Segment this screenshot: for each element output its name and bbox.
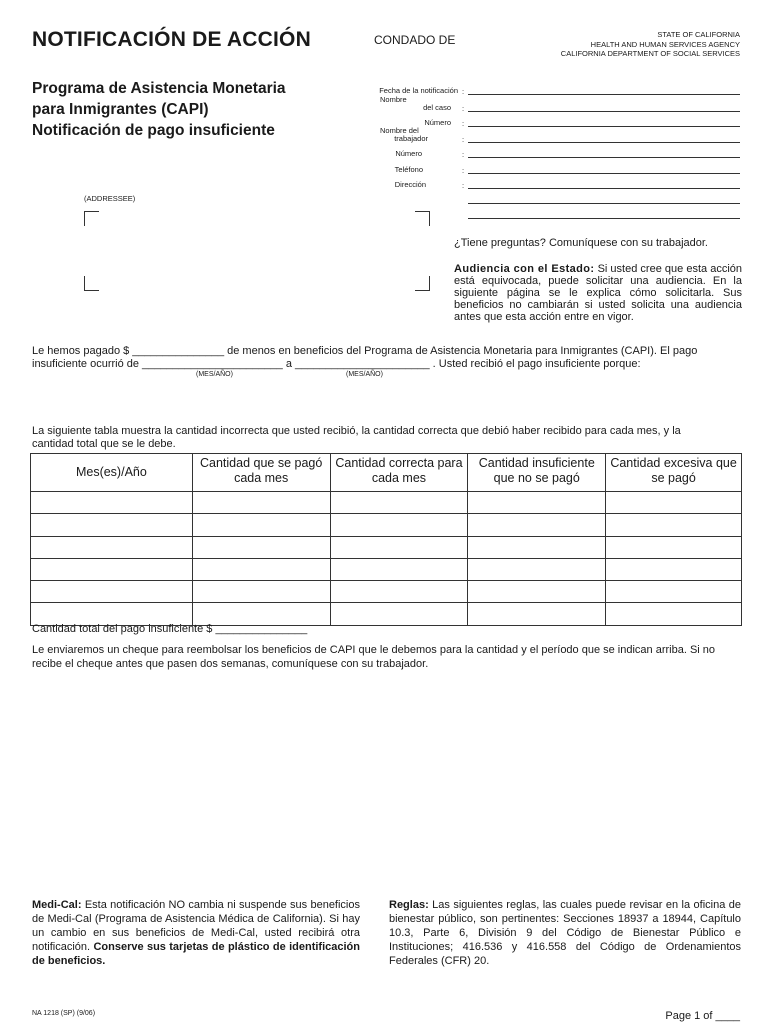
table-cell[interactable] xyxy=(31,558,193,580)
table-cell[interactable] xyxy=(468,492,606,514)
table-cell[interactable] xyxy=(192,536,330,558)
col-header-excess: Cantidad excesiva que se pagó xyxy=(606,454,742,492)
questions-text: ¿Tiene preguntas? Comuníquese con su trabajador. xyxy=(454,237,708,249)
table-cell[interactable] xyxy=(31,492,193,514)
medi-cal-label: Medi-Cal: xyxy=(32,899,82,911)
table-cell[interactable] xyxy=(468,581,606,603)
table-cell[interactable] xyxy=(606,514,742,536)
hearing-text: Si usted cree que esta acción está equivocada, puede solicitar una audiencia. En la siguiente página se le explica cómo solicitarla. Sus beneficios no cambiarán si usted solicita una audiencia antes que esta acción entre en vigor. xyxy=(454,263,742,323)
nombre-caso-label-2: del caso xyxy=(423,103,451,112)
colon: : xyxy=(462,119,465,128)
agency-line: CALIFORNIA DEPARTMENT OF SOCIAL SERVICES xyxy=(560,49,740,58)
colon: : xyxy=(462,150,465,159)
direccion-field-line-2[interactable] xyxy=(468,203,740,204)
county-label: CONDADO DE xyxy=(374,33,456,47)
agency-line: HEALTH AND HUMAN SERVICES AGENCY xyxy=(590,39,740,49)
program-line: para Inmigrantes (CAPI) xyxy=(32,101,209,118)
telefono-field[interactable] xyxy=(468,173,740,174)
table-row xyxy=(31,581,742,603)
table-cell[interactable] xyxy=(31,603,193,625)
table-cell[interactable] xyxy=(330,558,468,580)
table-cell[interactable] xyxy=(330,492,468,514)
numero-caso-field[interactable] xyxy=(468,126,740,127)
table-cell[interactable] xyxy=(192,558,330,580)
colon: : xyxy=(462,135,465,144)
table-cell[interactable] xyxy=(330,536,468,558)
paid-line-2: insuficiente ocurrió de _______________________ a ______________________ . Usted recibió el pago insuficiente porque: xyxy=(32,358,641,370)
medi-cal-bold-text: Conserve sus tarjetas de plástico de identificación de beneficios. xyxy=(32,941,360,967)
direccion-field-line-3[interactable] xyxy=(468,218,740,219)
table-cell[interactable] xyxy=(31,581,193,603)
table-cell[interactable] xyxy=(606,492,742,514)
table-row xyxy=(31,536,742,558)
agency-line: STATE OF CALIFORNIA xyxy=(657,30,740,39)
direccion-field[interactable] xyxy=(468,188,740,189)
nombre-caso-field[interactable] xyxy=(468,111,740,112)
table-cell[interactable] xyxy=(330,514,468,536)
table-cell[interactable] xyxy=(192,492,330,514)
medi-cal-notice xyxy=(32,898,360,968)
hearing-label: Audiencia con el Estado: xyxy=(454,263,595,275)
nombre-trabajador-label-1: Nombre del xyxy=(380,126,419,135)
fecha-field[interactable] xyxy=(468,94,740,95)
table-row xyxy=(31,492,742,514)
table-cell[interactable] xyxy=(468,558,606,580)
colon: : xyxy=(462,104,465,113)
direccion-label: Dirección xyxy=(394,180,426,189)
program-line: Programa de Asistencia Monetaria xyxy=(32,80,286,97)
nombre-caso-label-1: Nombre xyxy=(380,95,407,104)
fecha-label: Fecha de la notificación xyxy=(379,86,458,95)
table-cell[interactable] xyxy=(606,603,742,625)
form-title: NOTIFICACIÓN DE ACCIÓN xyxy=(32,28,311,51)
table-row xyxy=(31,558,742,580)
total-underpayment: Cantidad total del pago insuficiente $ _______________ xyxy=(32,623,308,635)
colon: : xyxy=(462,87,465,96)
address-corner-bottom-left xyxy=(84,276,99,291)
address-corner-bottom-right xyxy=(415,276,430,291)
paid-line-1: Le hemos pagado $ _______________ de menos en beneficios del Programa de Asistencia Monetaria para Inmigrantes (CAPI). El pago xyxy=(32,345,698,357)
table-cell[interactable] xyxy=(468,536,606,558)
telefono-label: Teléfono xyxy=(394,165,423,174)
table-cell[interactable] xyxy=(330,603,468,625)
program-line: Notificación de pago insuficiente xyxy=(32,122,275,139)
numero-trabajador-label: Número xyxy=(395,149,422,158)
month-year-from-label: (MES/AÑO) xyxy=(196,371,233,378)
table-cell[interactable] xyxy=(468,514,606,536)
col-header-insufficient: Cantidad insuficiente que no se pagó xyxy=(468,454,606,492)
hearing-notice xyxy=(454,263,742,323)
nombre-trabajador-label-2: trabajador xyxy=(394,134,428,143)
table-cell[interactable] xyxy=(330,581,468,603)
form-number: NA 1218 (SP) (9/06) xyxy=(32,1010,96,1017)
numero-caso-label: Número xyxy=(424,118,451,127)
addressee-label: (ADDRESSEE) xyxy=(84,194,136,203)
table-cell[interactable] xyxy=(31,514,193,536)
medi-cal-text: Esta notificación NO cambia ni suspende sus beneficios de Medi-Cal (Programa de Asistencia Médica de California). Si hay un cambio en sus beneficios de Medi-Cal, usted recibirá otra notificación. xyxy=(32,899,360,953)
numero-trabajador-field[interactable] xyxy=(468,157,740,158)
col-header-paid: Cantidad que se pagó cada mes xyxy=(192,454,330,492)
program-title xyxy=(32,78,286,141)
table-cell[interactable] xyxy=(192,514,330,536)
col-header-month: Mes(es)/Año xyxy=(31,454,193,492)
table-cell[interactable] xyxy=(606,581,742,603)
rules-text: Las siguientes reglas, las cuales puede revisar en la oficina de bienestar público, son pertinentes: Secciones 18937 a 18944, Capítulo 10.3, Parte 6, División 9 del Código de Bienestar Público e Instituciones; 416.536 y 416.558 del Código de Ordenamientos Federales (CFR) 20. xyxy=(389,899,741,967)
col-header-correct: Cantidad correcta para cada mes xyxy=(330,454,468,492)
month-year-to-label: (MES/AÑO) xyxy=(346,371,383,378)
table-row xyxy=(31,514,742,536)
table-cell[interactable] xyxy=(468,603,606,625)
table-cell[interactable] xyxy=(606,558,742,580)
table-cell[interactable] xyxy=(192,581,330,603)
rules-notice xyxy=(389,898,741,968)
table-intro: La siguiente tabla muestra la cantidad incorrecta que usted recibió, la cantidad correcta que debió haber recibido para cada mes, y la cantidad total que se le debe. xyxy=(32,425,681,450)
underpayment-table xyxy=(30,453,742,626)
page-number: Page 1 of ____ xyxy=(665,1010,740,1022)
address-corner-top-right xyxy=(415,211,430,226)
check-notice: Le enviaremos un cheque para reembolsar los beneficios de CAPI que le debemos para la cantidad y el período que se indican arriba. Si no recibe el cheque antes que pasen dos semanas, comuníquese con su trabajador. xyxy=(32,644,716,670)
colon: : xyxy=(462,166,465,175)
table-cell[interactable] xyxy=(606,536,742,558)
address-corner-top-left xyxy=(84,211,99,226)
table-header-row xyxy=(31,454,742,492)
table-row xyxy=(31,603,742,625)
agency-block xyxy=(561,30,740,59)
table-cell[interactable] xyxy=(192,603,330,625)
rules-label: Reglas: xyxy=(389,899,429,911)
colon: : xyxy=(462,181,465,190)
nombre-trabajador-field[interactable] xyxy=(468,142,740,143)
table-cell[interactable] xyxy=(31,536,193,558)
